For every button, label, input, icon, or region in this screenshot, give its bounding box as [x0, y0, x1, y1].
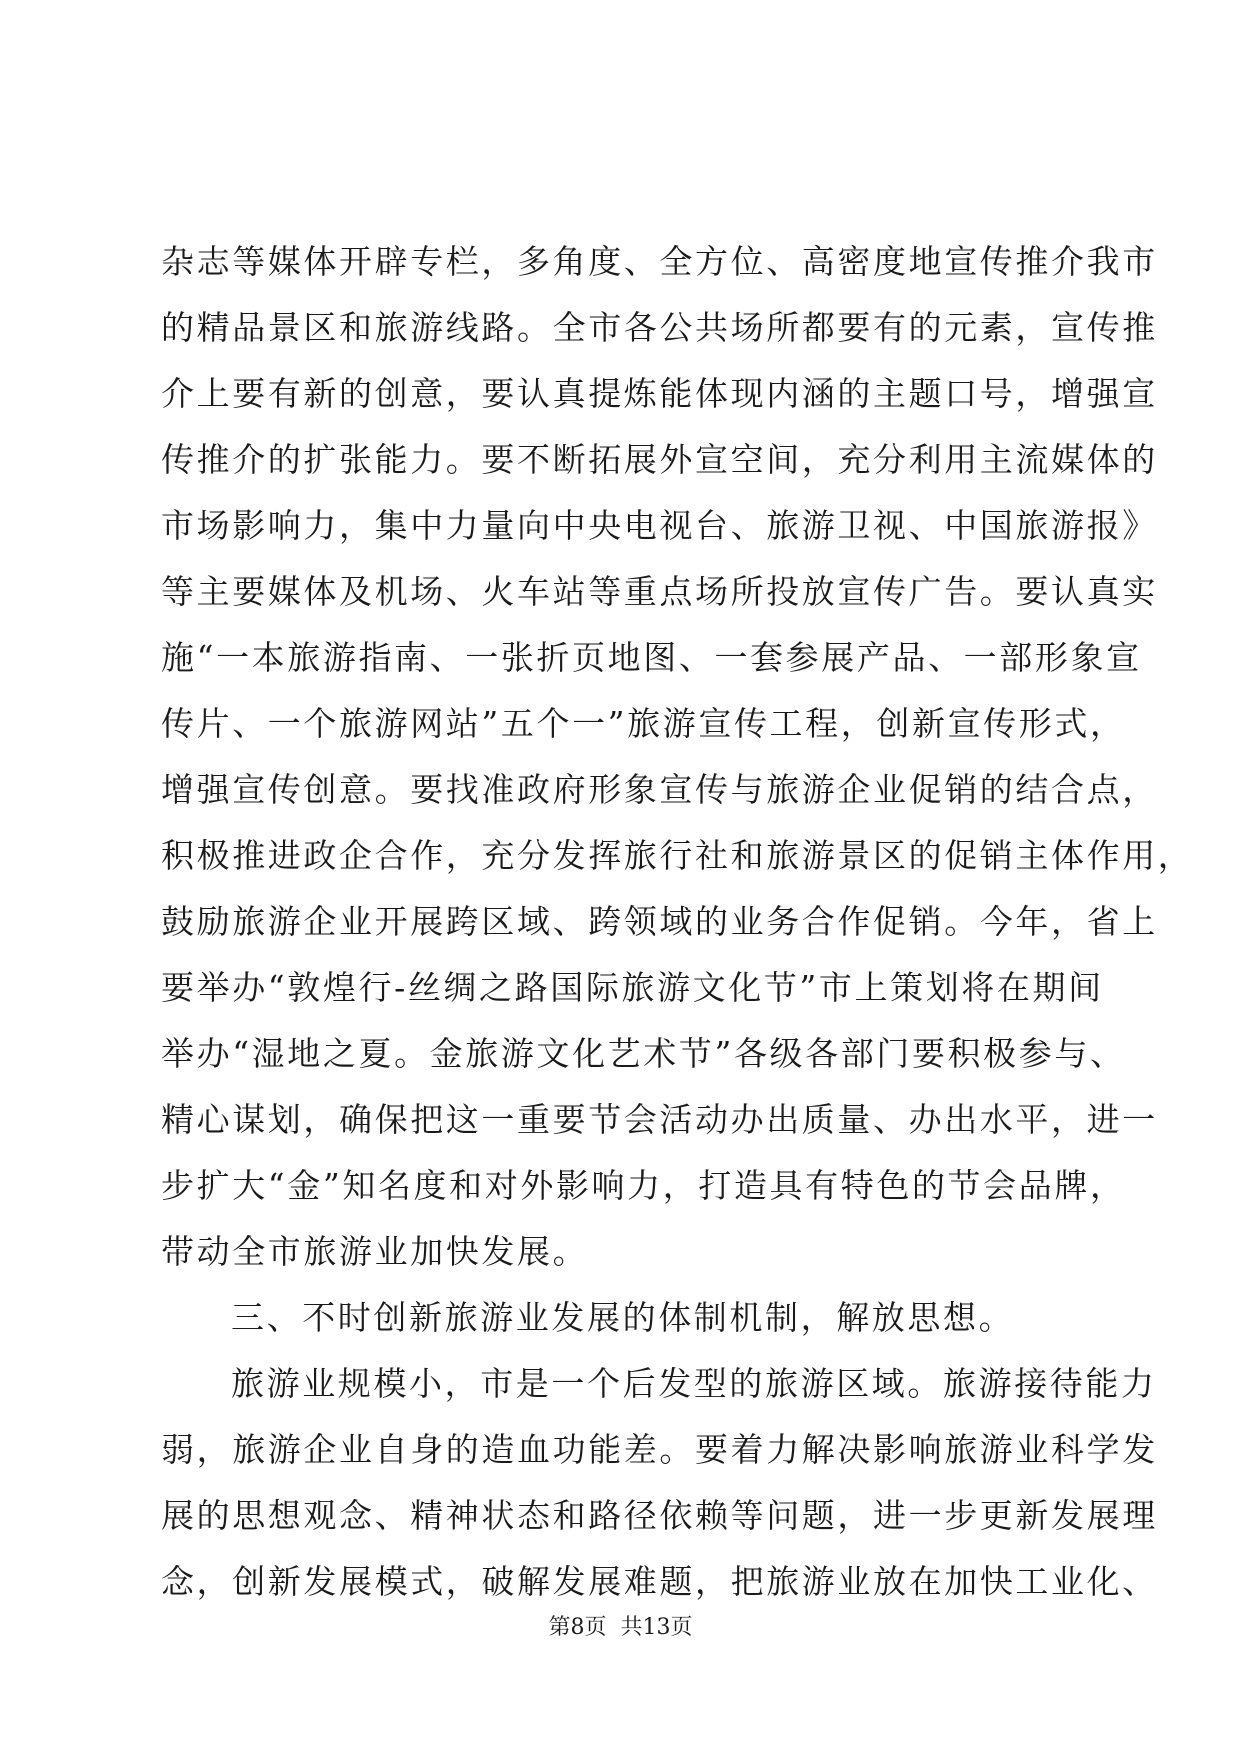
paragraph-last-line: 带动全市旅游业加快发展。: [161, 1232, 589, 1271]
text-line: 要举办“敦煌行-丝绸之路国际旅游文化节”市上策划将在期间: [161, 968, 1104, 1007]
text-line: 介上要有新的创意，要认真提炼能体现内涵的主题口号，增强宣: [161, 374, 1158, 413]
text-line: 的精品景区和旅游线路。全市各公共场所都要有的元素，宣传推: [161, 308, 1158, 347]
text-line: 鼓励旅游企业开展跨区域、跨领域的业务合作促销。今年，省上: [161, 902, 1158, 941]
text-line: 积极推进政企合作，充分发挥旅行社和旅游景区的促销主体作用，: [161, 836, 1194, 875]
text-line: 举办“湿地之夏。金旅游文化艺术节”各级各部门要积极参与、: [161, 1034, 1126, 1073]
page-footer: [0, 1613, 1241, 1643]
text-line: 精心谋划，确保把这一重要节会活动办出质量、办出水平，进一: [161, 1100, 1158, 1139]
text-line: 市场影响力，集中力量向中央电视台、旅游卫视、中国旅游报》: [161, 506, 1158, 545]
page-label-prefix: 第: [548, 1615, 571, 1640]
text-line: 增强宣传创意。要找准政府形象宣传与旅游企业促销的结合点，: [161, 770, 1158, 809]
text-line: 等主要媒体及机场、火车站等重点场所投放宣传广告。要认真实: [161, 572, 1158, 611]
text-line: 步扩大“金”知名度和对外影响力，打造具有特色的节会品牌，: [161, 1166, 1126, 1205]
text-line: 传推介的扩张能力。要不断拓展外宣空间，充分利用主流媒体的: [161, 440, 1158, 479]
text-line: 弱，旅游企业自身的造血功能差。要着力解决影响旅游业科学发: [161, 1430, 1158, 1469]
paragraph-first-line: 旅游业规模小，市是一个后发型的旅游区域。旅游接待能力: [231, 1364, 1157, 1403]
text-line: 传片、一个旅游网站”五个一”旅游宣传工程，创新宣传形式，: [161, 704, 1126, 743]
section-heading: 三、不时创新旅游业发展的体制机制，解放思想。: [231, 1298, 1015, 1337]
page-label-suffix: 页: [584, 1615, 607, 1640]
current-page-number: 8: [570, 1615, 585, 1640]
total-label-suffix: 页: [670, 1615, 693, 1640]
text-line: 展的思想观念、精神状态和路径依赖等问题，进一步更新发展理: [161, 1496, 1158, 1535]
total-label-prefix: 共: [620, 1615, 643, 1640]
total-page-count: 13: [642, 1615, 671, 1640]
text-line: 杂志等媒体开辟专栏，多角度、全方位、高密度地宣传推介我市: [161, 242, 1158, 281]
text-line: 念，创新发展模式，破解发展难题，把旅游业放在加快工业化、: [161, 1562, 1158, 1601]
text-line: 施“一本旅游指南、一张折页地图、一套参展产品、一部形象宣: [161, 638, 1142, 677]
body-text: [161, 229, 1194, 1615]
